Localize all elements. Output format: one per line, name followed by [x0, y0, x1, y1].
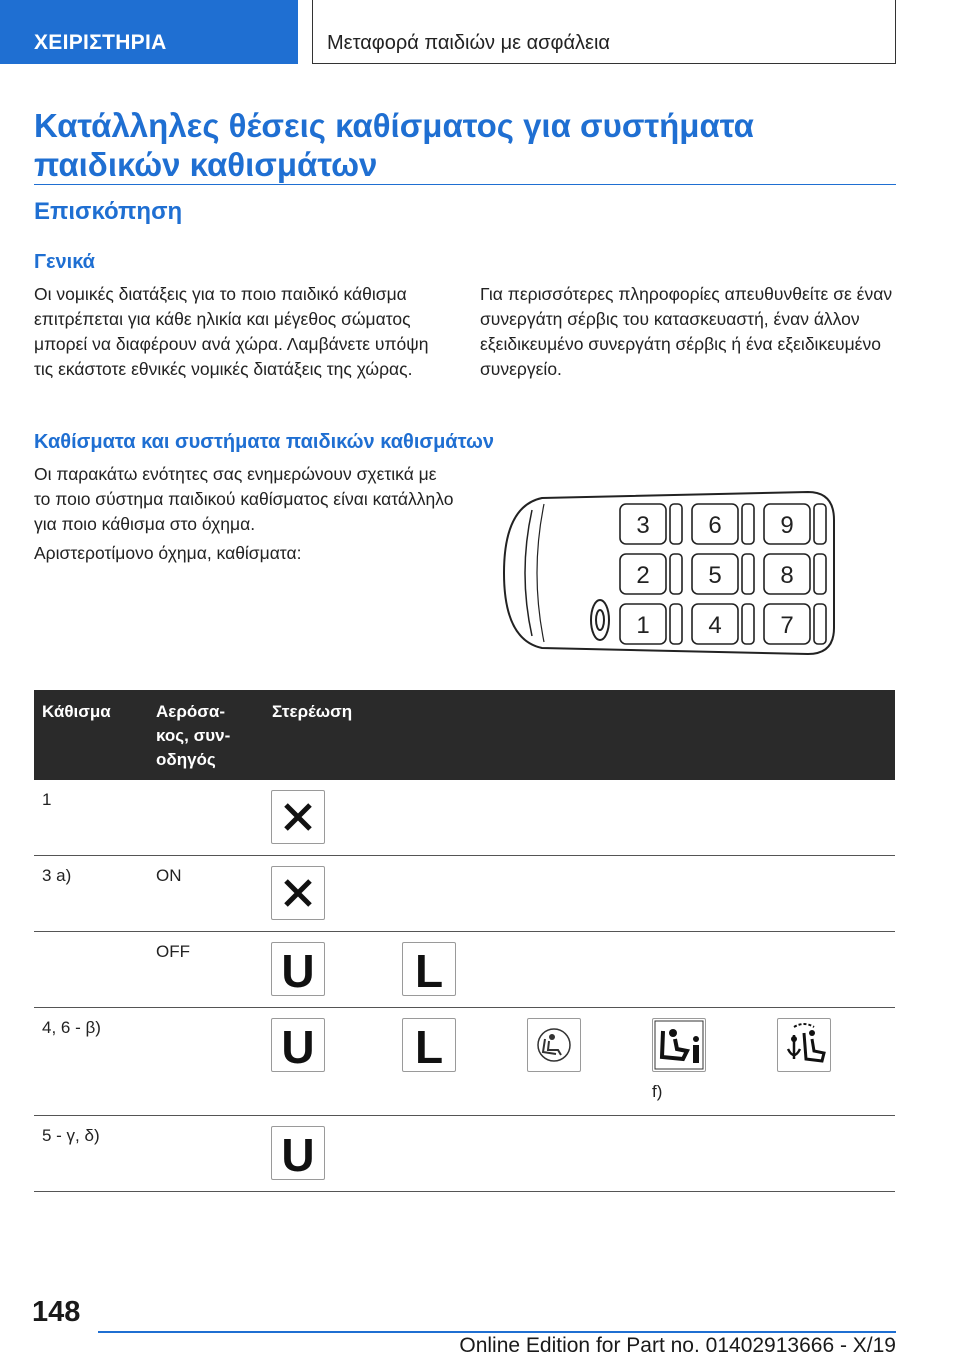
general-heading: Γενικά	[34, 251, 95, 273]
table-row	[34, 932, 895, 1008]
seat-suitability-table	[34, 690, 895, 1192]
general-left-text: Οι νομικές διατάξεις για το ποιο παιδικό κάθισμα επιτρέπεται για κάθε ηλικία και μέγεθος σώματος μπορεί να διαφέρουν ανά χώρα. Λαμβάνετε υπόψη τις εκάστοτε εθνικές νομικές διατάξεις της χώρας.	[34, 284, 429, 379]
isofix-anchor-icon	[777, 1018, 831, 1072]
x-icon	[271, 866, 325, 920]
section-title: Μεταφορά παιδιών με ασφάλεια	[312, 0, 896, 64]
semi-universal-l-icon	[402, 942, 456, 996]
seat-grid	[620, 504, 826, 644]
header-fixing: Στερέωση	[272, 702, 353, 721]
page-number: 148	[32, 1296, 81, 1328]
x-icon	[271, 790, 325, 844]
seat-number-4: 4	[708, 612, 722, 639]
child-seat-info-icon	[652, 1018, 706, 1072]
seat-number-2: 2	[636, 562, 650, 589]
seat-layout-diagram	[502, 490, 836, 656]
overview-heading: Επισκόπηση	[34, 198, 183, 225]
semi-universal-letter: L	[414, 1021, 444, 1073]
seat-cell: 3 a)	[42, 866, 72, 885]
seat-number-1: 1	[636, 612, 650, 639]
table-row	[34, 856, 895, 932]
seat-number-9: 9	[780, 512, 794, 539]
universal-letter: U	[281, 1129, 315, 1181]
universal-letter: U	[281, 945, 315, 997]
header-seat: Κάθισμα	[42, 702, 111, 721]
edition-text: Online Edition for Part no. 01402913666 - X/19	[459, 1334, 896, 1357]
seat-number-5: 5	[708, 562, 722, 589]
universal-letter: U	[281, 1021, 315, 1073]
title-divider	[34, 184, 896, 185]
footnote-f: f)	[652, 1082, 663, 1101]
airbag-cell: ON	[156, 866, 182, 885]
universal-u-icon	[271, 942, 325, 996]
airbag-cell: OFF	[156, 942, 190, 961]
universal-u-icon	[271, 1126, 325, 1180]
seats-vehicle-text: Αριστεροτίμονο όχημα, καθίσματα:	[34, 543, 302, 563]
child-seat-icon	[527, 1018, 581, 1072]
page-title: Κατάλληλες θέσεις καθίσματος για συστήματα παιδικών καθισμάτων	[34, 107, 754, 183]
table-row	[34, 1116, 895, 1192]
seat-cell: 4, 6 - β)	[42, 1018, 101, 1037]
semi-universal-l-icon	[402, 1018, 456, 1072]
seats-intro-text: Οι παρακάτω ενότητες σας ενημερώνουν σχετικά με το ποιο σύστημα παιδικού καθίσματος είναι κατάλληλο για ποιο κάθισμα στο όχημα.	[34, 464, 454, 534]
seat-cell: 5 - γ, δ)	[42, 1126, 100, 1145]
seat-number-8: 8	[780, 562, 794, 589]
seat-number-7: 7	[780, 612, 794, 639]
seats-heading: Καθίσματα και συστήματα παιδικών καθισμάτων	[34, 431, 494, 453]
semi-universal-letter: L	[414, 945, 444, 997]
seat-cell: 1	[42, 790, 52, 809]
table-row	[34, 1008, 895, 1116]
universal-u-icon	[271, 1018, 325, 1072]
table-row	[34, 780, 895, 856]
seat-number-6: 6	[708, 512, 722, 539]
table-header	[34, 690, 895, 780]
general-right-text: Για περισσότερες πληροφορίες απευθυνθείτε σε έναν συνεργάτη σέρβις του κατασκευαστή, έναν άλλον εξειδικευμένο συνεργάτη σέρβις ή ένα εξειδικευμένο συνεργείο.	[480, 284, 893, 379]
header-airbag: Αερόσακος, συνοδηγός	[156, 702, 231, 769]
chapter-tab[interactable]: ΧΕΙΡΙΣΤΗΡΙΑ	[0, 0, 298, 64]
seat-number-3: 3	[636, 512, 650, 539]
steering-wheel-icon	[591, 600, 609, 640]
footer-divider	[98, 1331, 896, 1333]
